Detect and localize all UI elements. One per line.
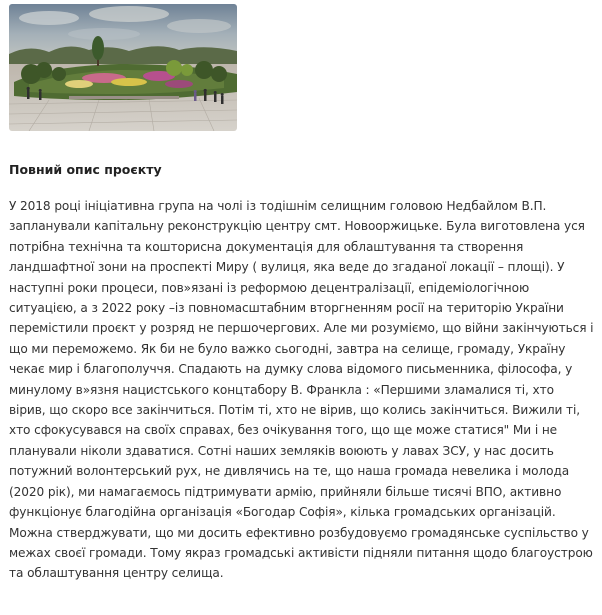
park-rendering-illustration [9, 4, 237, 131]
project-rendering-image [9, 4, 237, 131]
section-title: Повний опис проєкту [9, 162, 162, 177]
project-description: У 2018 році ініціативна група на чолі із тодішнім селищним головою Недбайлом В.П. запланували капітальну реконструкцію центру смт. Новооржицьке. Була виготовлена уся потрібна технічна та кошторисна документація для облаштування та створення ландшафтної зони на проспекті Миру ( вулиця, яка веде до згаданої локації – площі). У наступні роки процеси, пов»язані із реформою децентралізації, епідеміологічною ситуацією, а з 2022 року –із повномасштабним вторгненням росії на територію України перемістили проєкт у розряд не першочергових. Але ми розуміємо, що війни закінчуються і що ми переможемо. Як би не було важко сьогодні, завтра на селище, громаду, Україну чекає мир і благополуччя. Спадають на думку слова відомого письменника, філософа, у минулому в»язня нацистського концтабору В. Франкла : «Першими зламалися ті, хто вірив, що скоро все закінчиться. Потім ті, хто не вірив, що колись закінчиться. Вижили ті, хто сфокусувався на своїх справах, без очікування того, що ще може статися" Ми і не планували ніколи здаватися. Сотні наших земляків воюють у лавах ЗСУ, у нас досить потужний волонтерський рух, не дивлячись на те, що наша громада невелика і молода (2020 рік), ми намагаємось підтримувати армію, прийняли більше тисячі ВПО, активно функціонує благодійна організація «Богодар Софія», кілька громадських організацій. Можна стверджувати, що ми досить ефективно розбудовуємо громадянське суспільство у межах своєї громади. Тому якраз громадські активісти підняли питання щодо благоустрою та облаштування центру селища. [9, 199, 594, 581]
